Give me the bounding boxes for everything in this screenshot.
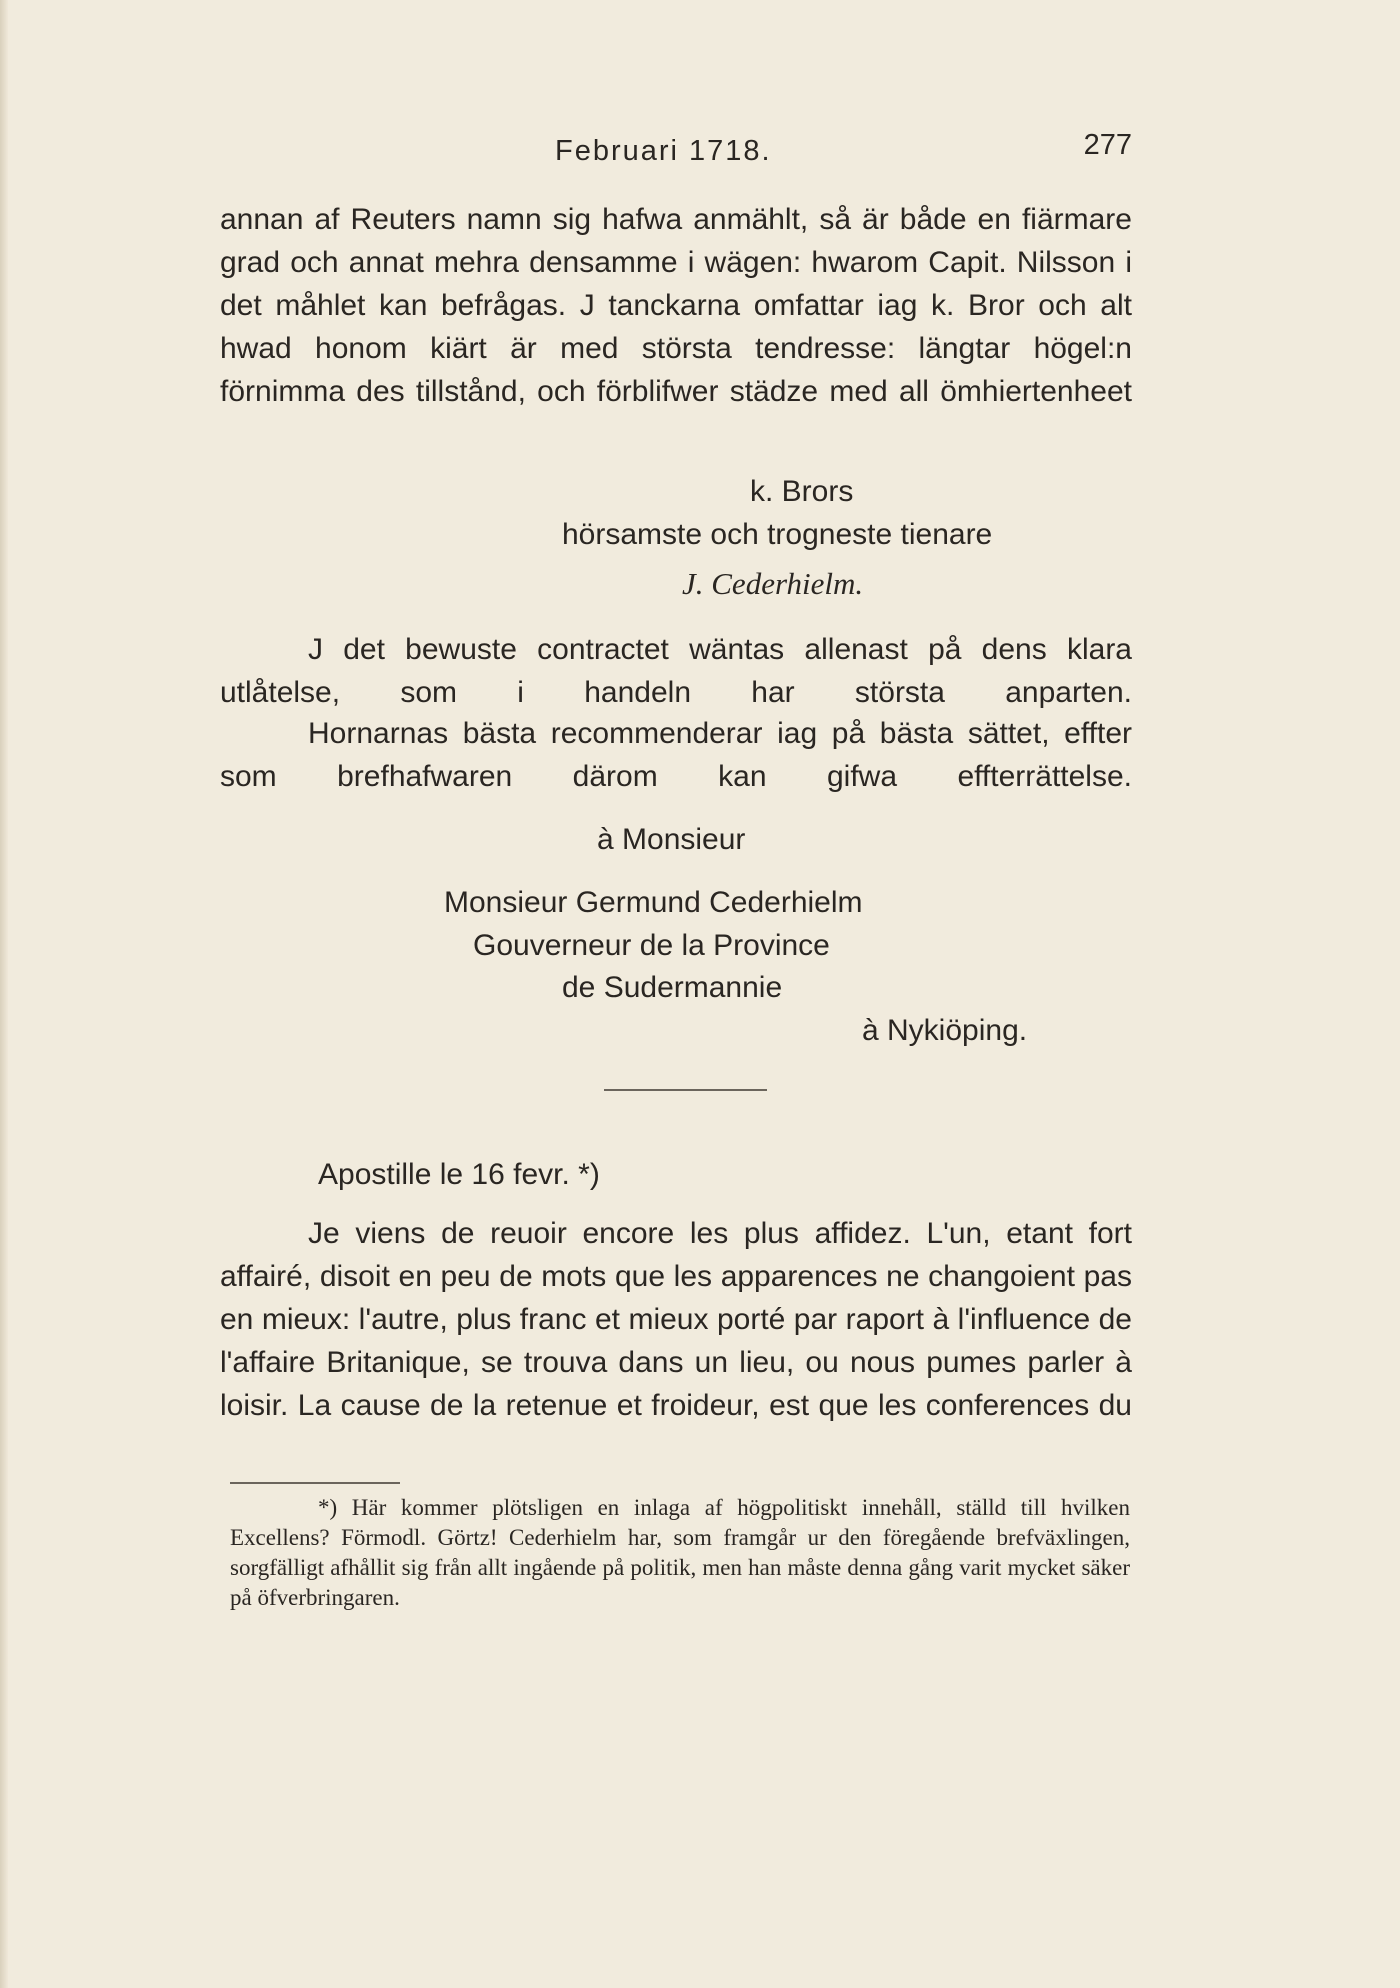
footnote bbox=[230, 1493, 1130, 1613]
address-line-2: Monsieur Germund Cederhielm bbox=[444, 886, 863, 919]
address-line-5: à Nykiöping. bbox=[862, 1014, 1028, 1047]
postscript-2: Hornarnas bästa recommenderar iag på bästa sättet, effter som brefhafwaren därom kan gifwa effterrättelse. bbox=[220, 717, 1132, 793]
address-line-1: à Monsieur bbox=[597, 823, 746, 856]
letter-signature: J. Cederhielm. bbox=[682, 566, 864, 601]
letter-closing: k. Brors bbox=[750, 475, 854, 508]
page-edge bbox=[0, 0, 8, 1988]
apostille-heading: Apostille le 16 fevr. *) bbox=[318, 1158, 600, 1191]
address-line-3: Gouverneur de la Province bbox=[473, 929, 830, 962]
section-separator bbox=[604, 1089, 767, 1091]
running-title: Februari 1718. bbox=[555, 135, 772, 167]
postscript-1: J det bewuste contractet wäntas allenast på dens klara utlåtelse, som i handeln har största anparten. bbox=[220, 633, 1132, 709]
footnote-text: *) Här kommer plötsligen en inlaga af högpolitiskt innehåll, ställd till hvilken Excellens? Förmodl. Görtz! Cederhielm har, som framgår ur den föregående brefväxlingen, sorgfälligt afhållit sig från allt ingående på politik, men han måste denna gång varit mycket säker på öfverbringaren. bbox=[230, 1495, 1130, 1610]
address-line-4: de Sudermannie bbox=[562, 971, 783, 1004]
letter-paragraph-1: annan af Reuters namn sig hafwa anmählt, så är både en fiärmare grad och annat mehra densamme i wägen: hwarom Capit. Nilsson i det måhlet kan befrågas. J tanckarna omfattar iag k. Bror och alt hwad honom kiärt är med största tendresse: längtar högel:n förnimma des tillstånd, och förblifwer städze med all ömhiertenheet bbox=[220, 203, 1132, 408]
page-header bbox=[220, 129, 1132, 175]
letter-servant-line: hörsamste och trogneste tienare bbox=[562, 518, 993, 551]
page-number: 277 bbox=[1083, 129, 1132, 161]
apostille-paragraph: Je viens de reuoir encore les plus affidez. L'un, etant fort affairé, disoit en peu de mots que les apparences ne changoient pas en mieux: l'autre, plus franc et mieux porté par raport à l'influence de l'affaire Britanique, se trouva dans un lieu, ou nous pumes parler à loisir. La cause de la retenue et froideur, est que les conferences du bbox=[220, 1217, 1132, 1422]
footnote-rule bbox=[230, 1482, 400, 1484]
